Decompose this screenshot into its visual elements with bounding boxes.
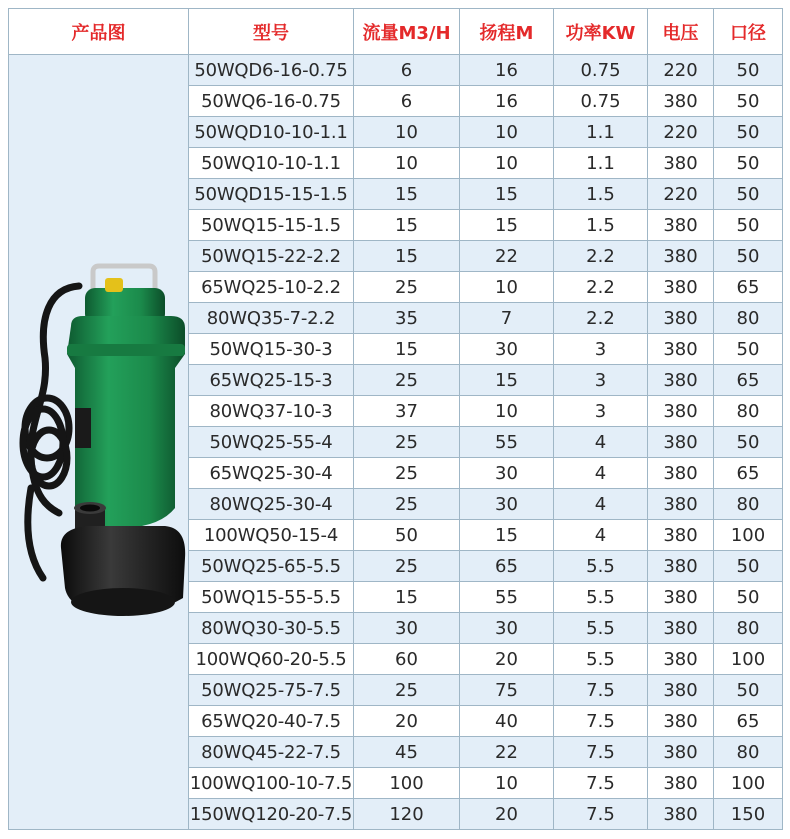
cell-voltage: 380 xyxy=(648,272,714,303)
cell-head: 16 xyxy=(460,55,554,86)
cell-power: 4 xyxy=(554,427,648,458)
cell-diameter: 50 xyxy=(714,179,783,210)
cell-power: 4 xyxy=(554,458,648,489)
cell-head: 75 xyxy=(460,675,554,706)
cell-power: 3 xyxy=(554,396,648,427)
cell-head: 10 xyxy=(460,272,554,303)
cell-head: 15 xyxy=(460,210,554,241)
cell-power: 7.5 xyxy=(554,706,648,737)
cell-power: 5.5 xyxy=(554,582,648,613)
cell-model: 50WQ15-22-2.2 xyxy=(189,241,354,272)
cell-diameter: 50 xyxy=(714,551,783,582)
cell-head: 30 xyxy=(460,458,554,489)
cell-model: 65WQ25-15-3 xyxy=(189,365,354,396)
cell-flow: 6 xyxy=(354,86,460,117)
spec-table-body xyxy=(9,55,783,830)
cell-diameter: 50 xyxy=(714,427,783,458)
header-voltage: 电压 xyxy=(648,9,714,55)
cell-head: 30 xyxy=(460,334,554,365)
cell-power: 2.2 xyxy=(554,241,648,272)
cell-diameter: 50 xyxy=(714,55,783,86)
cell-head: 7 xyxy=(460,303,554,334)
cell-diameter: 65 xyxy=(714,706,783,737)
cell-flow: 15 xyxy=(354,241,460,272)
header-power: 功率KW xyxy=(554,9,648,55)
cell-voltage: 380 xyxy=(648,706,714,737)
cell-diameter: 100 xyxy=(714,520,783,551)
cell-head: 55 xyxy=(460,582,554,613)
cell-head: 20 xyxy=(460,799,554,830)
cell-diameter: 50 xyxy=(714,148,783,179)
cell-voltage: 380 xyxy=(648,427,714,458)
cell-power: 5.5 xyxy=(554,613,648,644)
cell-diameter: 50 xyxy=(714,675,783,706)
cell-model: 50WQ10-10-1.1 xyxy=(189,148,354,179)
cell-voltage: 380 xyxy=(648,458,714,489)
cell-model: 80WQ45-22-7.5 xyxy=(189,737,354,768)
cell-flow: 20 xyxy=(354,706,460,737)
cell-flow: 120 xyxy=(354,799,460,830)
cell-diameter: 80 xyxy=(714,613,783,644)
cell-flow: 25 xyxy=(354,427,460,458)
cell-flow: 25 xyxy=(354,272,460,303)
cell-model: 100WQ100-10-7.5 xyxy=(189,768,354,799)
cell-model: 80WQ35-7-2.2 xyxy=(189,303,354,334)
cell-diameter: 50 xyxy=(714,86,783,117)
pump-spec-table xyxy=(8,8,783,830)
cell-power: 7.5 xyxy=(554,675,648,706)
cell-flow: 10 xyxy=(354,117,460,148)
cell-power: 5.5 xyxy=(554,644,648,675)
header-row xyxy=(9,9,783,55)
cell-head: 40 xyxy=(460,706,554,737)
cell-flow: 35 xyxy=(354,303,460,334)
cell-voltage: 380 xyxy=(648,737,714,768)
cell-flow: 50 xyxy=(354,520,460,551)
cell-power: 7.5 xyxy=(554,768,648,799)
cell-model: 80WQ25-30-4 xyxy=(189,489,354,520)
cell-head: 55 xyxy=(460,427,554,458)
cell-model: 50WQ25-55-4 xyxy=(189,427,354,458)
cell-voltage: 380 xyxy=(648,148,714,179)
cell-flow: 25 xyxy=(354,675,460,706)
header-model: 型号 xyxy=(189,9,354,55)
cell-voltage: 380 xyxy=(648,334,714,365)
cell-model: 50WQD15-15-1.5 xyxy=(189,179,354,210)
cell-flow: 100 xyxy=(354,768,460,799)
cell-power: 1.5 xyxy=(554,210,648,241)
cell-head: 20 xyxy=(460,644,554,675)
cell-head: 10 xyxy=(460,117,554,148)
cell-voltage: 220 xyxy=(648,179,714,210)
header-diameter: 口径 xyxy=(714,9,783,55)
cell-head: 65 xyxy=(460,551,554,582)
cell-model: 50WQ15-55-5.5 xyxy=(189,582,354,613)
cell-flow: 25 xyxy=(354,458,460,489)
cell-flow: 6 xyxy=(354,55,460,86)
cell-power: 5.5 xyxy=(554,551,648,582)
cell-power: 0.75 xyxy=(554,55,648,86)
cell-flow: 30 xyxy=(354,613,460,644)
cell-diameter: 65 xyxy=(714,365,783,396)
cell-model: 50WQ25-75-7.5 xyxy=(189,675,354,706)
cell-flow: 45 xyxy=(354,737,460,768)
cell-voltage: 220 xyxy=(648,55,714,86)
cell-model: 50WQ15-15-1.5 xyxy=(189,210,354,241)
cell-voltage: 380 xyxy=(648,582,714,613)
cell-flow: 15 xyxy=(354,582,460,613)
cell-diameter: 80 xyxy=(714,737,783,768)
cell-model: 80WQ37-10-3 xyxy=(189,396,354,427)
header-head: 扬程M xyxy=(460,9,554,55)
cell-head: 30 xyxy=(460,613,554,644)
cell-head: 30 xyxy=(460,489,554,520)
cell-head: 15 xyxy=(460,520,554,551)
cell-flow: 25 xyxy=(354,365,460,396)
cell-model: 50WQD10-10-1.1 xyxy=(189,117,354,148)
cell-power: 4 xyxy=(554,489,648,520)
cell-model: 50WQD6-16-0.75 xyxy=(189,55,354,86)
cell-power: 3 xyxy=(554,334,648,365)
cell-flow: 10 xyxy=(354,148,460,179)
cell-diameter: 80 xyxy=(714,303,783,334)
cell-model: 150WQ120-20-7.5 xyxy=(189,799,354,830)
header-flow: 流量M3/H xyxy=(354,9,460,55)
cell-power: 2.2 xyxy=(554,303,648,334)
cell-voltage: 380 xyxy=(648,86,714,117)
cell-flow: 15 xyxy=(354,210,460,241)
cell-voltage: 380 xyxy=(648,799,714,830)
cell-voltage: 380 xyxy=(648,489,714,520)
cell-power: 1.1 xyxy=(554,148,648,179)
cell-power: 0.75 xyxy=(554,86,648,117)
cell-diameter: 100 xyxy=(714,768,783,799)
cell-voltage: 380 xyxy=(648,551,714,582)
cell-voltage: 380 xyxy=(648,520,714,551)
cell-head: 10 xyxy=(460,148,554,179)
cell-flow: 25 xyxy=(354,489,460,520)
cell-power: 7.5 xyxy=(554,737,648,768)
cell-power: 7.5 xyxy=(554,799,648,830)
product-image xyxy=(9,258,189,630)
cell-head: 22 xyxy=(460,737,554,768)
cell-diameter: 65 xyxy=(714,272,783,303)
cell-model: 65WQ25-10-2.2 xyxy=(189,272,354,303)
cell-model: 100WQ50-15-4 xyxy=(189,520,354,551)
cell-voltage: 380 xyxy=(648,675,714,706)
table-row xyxy=(9,55,783,86)
cell-model: 50WQ6-16-0.75 xyxy=(189,86,354,117)
cell-model: 100WQ60-20-5.5 xyxy=(189,644,354,675)
cell-voltage: 220 xyxy=(648,117,714,148)
cell-model: 50WQ25-65-5.5 xyxy=(189,551,354,582)
cell-flow: 37 xyxy=(354,396,460,427)
cell-voltage: 380 xyxy=(648,303,714,334)
cell-flow: 60 xyxy=(354,644,460,675)
cell-diameter: 50 xyxy=(714,241,783,272)
cell-flow: 15 xyxy=(354,334,460,365)
cell-model: 50WQ15-30-3 xyxy=(189,334,354,365)
cell-head: 22 xyxy=(460,241,554,272)
cell-diameter: 80 xyxy=(714,489,783,520)
cell-diameter: 50 xyxy=(714,334,783,365)
cell-power: 2.2 xyxy=(554,272,648,303)
cell-diameter: 50 xyxy=(714,117,783,148)
cell-diameter: 80 xyxy=(714,396,783,427)
cell-voltage: 380 xyxy=(648,241,714,272)
cell-voltage: 380 xyxy=(648,396,714,427)
cell-model: 65WQ25-30-4 xyxy=(189,458,354,489)
cell-voltage: 380 xyxy=(648,210,714,241)
cell-head: 16 xyxy=(460,86,554,117)
product-image-cell xyxy=(9,55,189,830)
cell-head: 10 xyxy=(460,396,554,427)
cell-power: 3 xyxy=(554,365,648,396)
cell-voltage: 380 xyxy=(648,613,714,644)
cell-model: 65WQ20-40-7.5 xyxy=(189,706,354,737)
cell-head: 15 xyxy=(460,365,554,396)
cell-power: 4 xyxy=(554,520,648,551)
cell-power: 1.5 xyxy=(554,179,648,210)
cell-diameter: 50 xyxy=(714,582,783,613)
cell-voltage: 380 xyxy=(648,365,714,396)
cell-voltage: 380 xyxy=(648,768,714,799)
cell-model: 80WQ30-30-5.5 xyxy=(189,613,354,644)
cell-flow: 15 xyxy=(354,179,460,210)
cell-voltage: 380 xyxy=(648,644,714,675)
cell-diameter: 65 xyxy=(714,458,783,489)
header-product-image: 产品图 xyxy=(9,9,189,55)
submersible-pump-icon xyxy=(9,258,189,630)
cell-diameter: 100 xyxy=(714,644,783,675)
cell-head: 15 xyxy=(460,179,554,210)
cell-diameter: 50 xyxy=(714,210,783,241)
cell-power: 1.1 xyxy=(554,117,648,148)
cell-diameter: 150 xyxy=(714,799,783,830)
cell-flow: 25 xyxy=(354,551,460,582)
cell-head: 10 xyxy=(460,768,554,799)
